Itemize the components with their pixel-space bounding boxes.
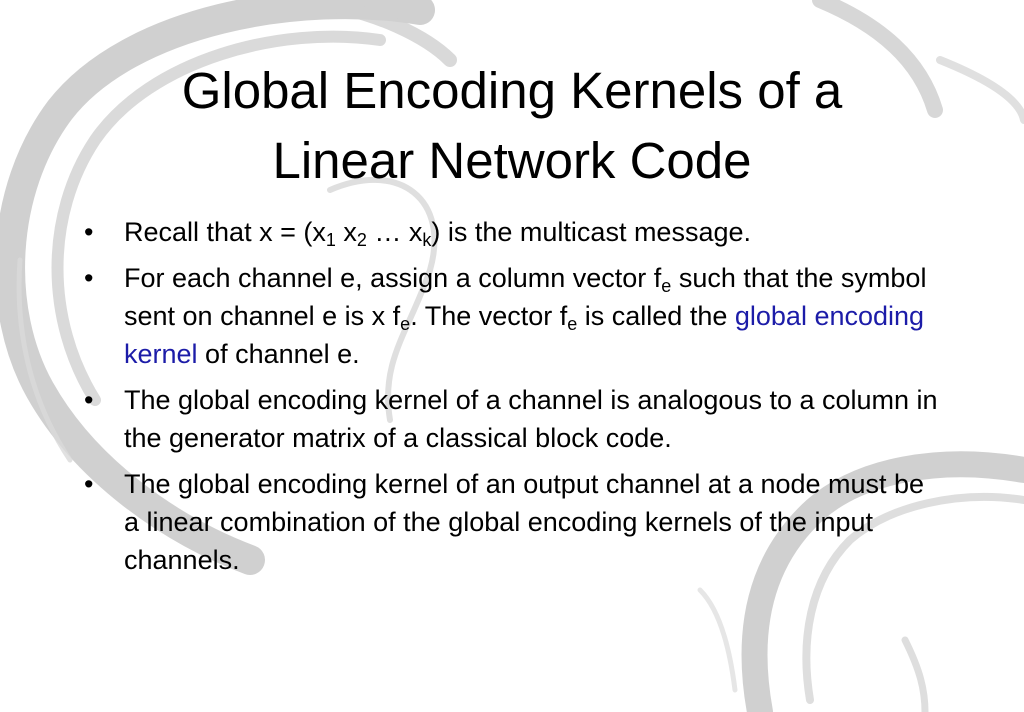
bullet-marker: • [84, 469, 94, 499]
slide-title [60, 56, 964, 196]
bullet-marker: • [84, 263, 94, 293]
bullet-text: The global encoding kernel of a channel is analogous to a column in the generator matrix of a classical block code. [124, 385, 938, 453]
highlighted-term: global encoding kernel [124, 301, 925, 369]
bullet-item [84, 213, 944, 251]
bullet-item [84, 259, 944, 373]
bullet-text: Recall that $x = (x_1$ $x_2$ … $x_k$) is the multicast message. [124, 217, 752, 250]
bullet-text: The global encoding kernel of an output channel at a node must be a linear combination of the global encoding kernels of the input channels. [124, 469, 925, 575]
title-line-2: Linear Network Code [272, 132, 752, 189]
bullet-marker: • [84, 217, 94, 247]
bullet-item [84, 465, 944, 579]
bullet-text: For each channel e, assign a column vector $f_e$ such that the symbol sent on channel e is x $f_e$. The vector $f_e$ is called the global encoding kernel of channel e. [124, 263, 927, 369]
bullet-marker: • [84, 385, 94, 415]
bullet-item [84, 381, 944, 457]
bullet-list [84, 213, 944, 587]
title-line-1: Global Encoding Kernels of a [181, 62, 843, 119]
